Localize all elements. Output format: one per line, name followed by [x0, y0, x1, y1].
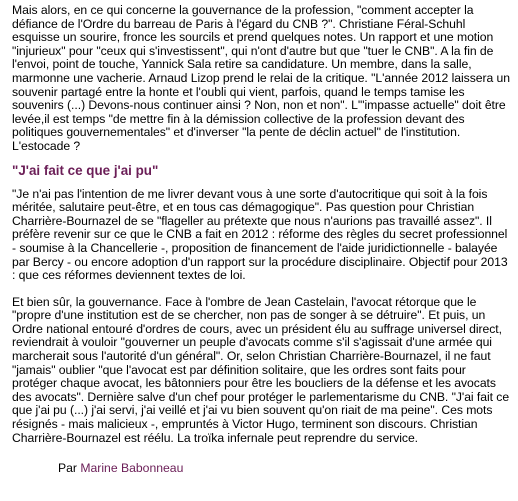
byline — [58, 461, 512, 475]
article-subheading: "J'ai fait ce que j'ai pu" — [12, 162, 159, 178]
paragraph-spacer — [12, 283, 512, 296]
article-paragraph-2: "Je n'ai pas l'intention de me livrer devant vous à une sorte d'autocritique qui soit à la fois méritée, salutaire peut-être, et en tous cas démagogique". Pas question pour Christian Charrière-Bournazel de se "flageller au prétexte que nous n'aurions pas travaillé assez". Il préfère revenir sur ce que le CNB a fait en 2012 : réforme des règles du secret professionnel - soumise à la Chancellerie -, proposition de financement de l'aide juridictionnelle - balayée par Bercy - ou encore adoption d'un rapport sur la procédure disciplinaire. Objectif pour 2013 : que ces réformes deviennent textes de loi. — [12, 186, 508, 283]
article-body — [12, 4, 512, 475]
article-paragraph-3: Et bien sûr, la gouvernance. Face à l'ombre de Jean Castelain, l'avocat rétorque que le "propre d'une institution est de se chercher, non pas de songer à se détruire". Et puis, un Ordre national entouré d'ordres de cours, avec un président élu au suffrage universel direct, reviendrait à vouloir "gouverner un peuple d'avocats comme s'il s'agissait d'une armée qui marcherait sous l'autorité d'un général". Or, selon Christian Charrière-Bournazel, il ne faut "jamais" oublier "que l'avocat est par définition solitaire, que les ordres sont faits pour protéger chaque avocat, les bâtonniers pour être les boucliers de la défense et les avocats des avocats". Dernière salve d'un chef pour protéger le parlementarisme du CNB. "J'ai fait ce que j'ai pu (...) j'ai servi, j'ai veillé et j'ai vu bien souvent qu'on riait de ma peine". Ces mots résignés - mais malicieux -, empruntés à Victor Hugo, terminent son discours. Christian Charrière-Bournazel est réélu. La troïka infernale peut reprendre du service. — [12, 294, 510, 445]
byline-prefix: Par — [58, 461, 77, 476]
article-paragraph-1: Mais alors, en ce qui concerne la gouvernance de la profession, "comment accepter la défiance de l'Ordre du barreau de Paris à l'égard du CNB ?". Christiane Féral-Schuhl esquisse un sourire, fronce les sourcils et prend quelques notes. Un rapport et une motion "injurieux" pour "ceux qui s'investissent", qui n'ont d'autre but que "tuer le CNB". A la fin de l'envoi, point de touche, Yannick Sala retire sa candidature. Un membre, dans la salle, marmonne une vacherie. Arnaud Lizop prend le relai de la critique. "L'année 2012 laissera un souvenir partagé entre la honte et l'oubli qui vient, parfois, quand le temps tamise les souvenirs (...) Devons-nous continuer ainsi ? Non, non et non". L'"impasse actuelle" doit être levée,il est temps "de mettre fin à la démission collective de la profession devant des politiques gouvernementales" et d'inverser "la pente de déclin actuel" de l'institution. L'estocade ? — [12, 3, 510, 153]
author-link[interactable]: Marine Babonneau — [80, 461, 184, 476]
